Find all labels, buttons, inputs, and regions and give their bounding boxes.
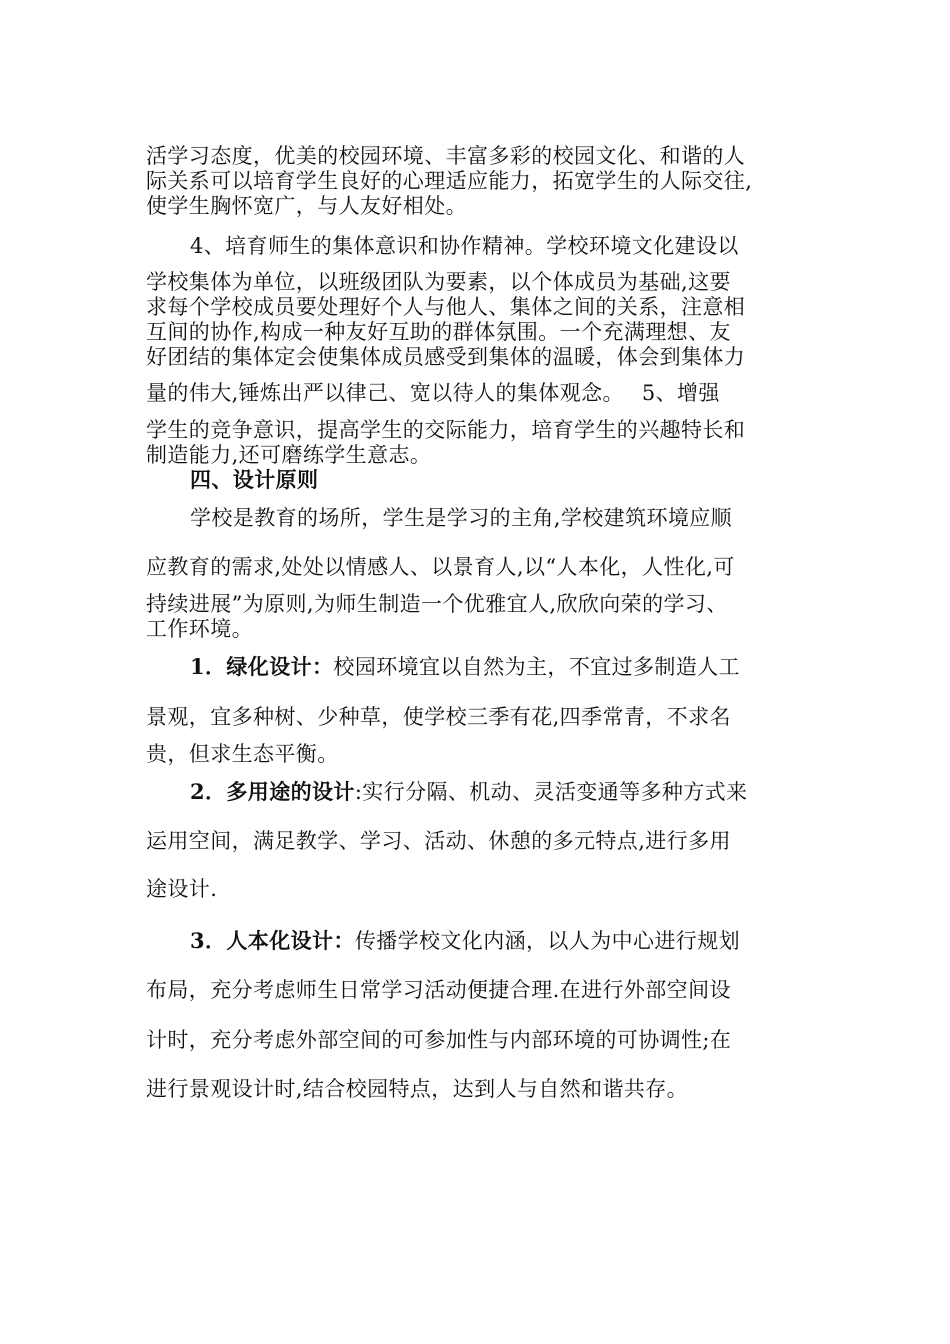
item-3-line-3: 计时，充分考虑外部空间的可参加性与内部环境的可协调性;在 xyxy=(146,1028,732,1052)
item-2-line-1 xyxy=(190,780,748,804)
item-1-title: 1．绿化设计： xyxy=(190,654,334,679)
item-3-line-2: 布局，充分考虑师生日常学习活动便捷合理.在进行外部空间设 xyxy=(146,978,731,1002)
paragraph-2-line-5: 好团结的集体定会使集体成员感受到集体的温暖，体会到集体力 xyxy=(146,345,746,369)
item-1-line-2: 景观，宜多种树、少种草，使学校三季有花,四季常青，不求名 xyxy=(146,705,731,729)
item-1-text: 校园环境宜以自然为主，不宜过多制造人工 xyxy=(333,655,741,679)
paragraph-2-line-8: 制造能力,还可磨练学生意志。 xyxy=(146,443,432,467)
paragraph-2-line-6: 量的伟大,锤炼出严以律己、宽以待人的集体观念。 5、增强 xyxy=(146,381,720,405)
paragraph-1-line-2: 际关系可以培育学生良好的心理适应能力，拓宽学生的人际交往, xyxy=(146,169,753,193)
paragraph-2-line-2: 学校集体为单位，以班级团队为要素，以个体成员为基础,这要 xyxy=(146,270,731,294)
item-1-line-3: 贵，但求生态平衡。 xyxy=(146,742,339,766)
paragraph-1-line-1: 活学习态度，优美的校园环境、丰富多彩的校园文化、和谐的人 xyxy=(146,144,746,168)
item-3-line-4: 进行景观设计时,结合校园特点，达到人与自然和谐共存。 xyxy=(146,1077,689,1101)
section-heading: 四、设计原则 xyxy=(190,467,319,492)
paragraph-3-line-2: 应教育的需求,处处以情感人、以景育人,以“人本化，人性化,可 xyxy=(146,555,735,579)
item-3-title: 3．人本化设计： xyxy=(190,928,355,953)
item-2-line-2: 运用空间，满足教学、学习、活动、休憩的多元特点,进行多用 xyxy=(146,829,731,853)
paragraph-3-line-1: 学校是教育的场所，学生是学习的主角,学校建筑环境应顺 xyxy=(190,506,733,530)
item-1-line-1 xyxy=(190,655,740,679)
paragraph-3-line-3: 持续进展”为原则,为师生制造一个优雅宜人,欣欣向荣的学习、 xyxy=(146,592,728,616)
paragraph-3-line-4: 工作环境。 xyxy=(146,617,253,641)
item-2-line-3: 途设计. xyxy=(146,877,218,901)
paragraph-2-line-4: 互间的协作,构成一种友好互助的群体氛围。一个充满理想、友 xyxy=(146,320,731,344)
item-2-text: :实行分隔、机动、灵活变通等多种方式来 xyxy=(354,780,748,804)
paragraph-2-line-7: 学生的竞争意识，提高学生的交际能力，培育学生的兴趣特长和 xyxy=(146,418,746,442)
paragraph-2-line-1: 4、培育师生的集体意识和协作精神。学校环境文化建设以 xyxy=(190,234,739,258)
item-2-title: 2．多用途的设计 xyxy=(190,779,355,804)
paragraph-2-line-3: 求每个学校成员要处理好个人与他人、集体之间的关系，注意相 xyxy=(146,295,746,319)
item-3-line-1 xyxy=(190,929,740,953)
paragraph-1-line-3: 使学生胸怀宽广，与人友好相处。 xyxy=(146,194,467,218)
item-3-text: 传播学校文化内涵，以人为中心进行规划 xyxy=(354,929,741,953)
